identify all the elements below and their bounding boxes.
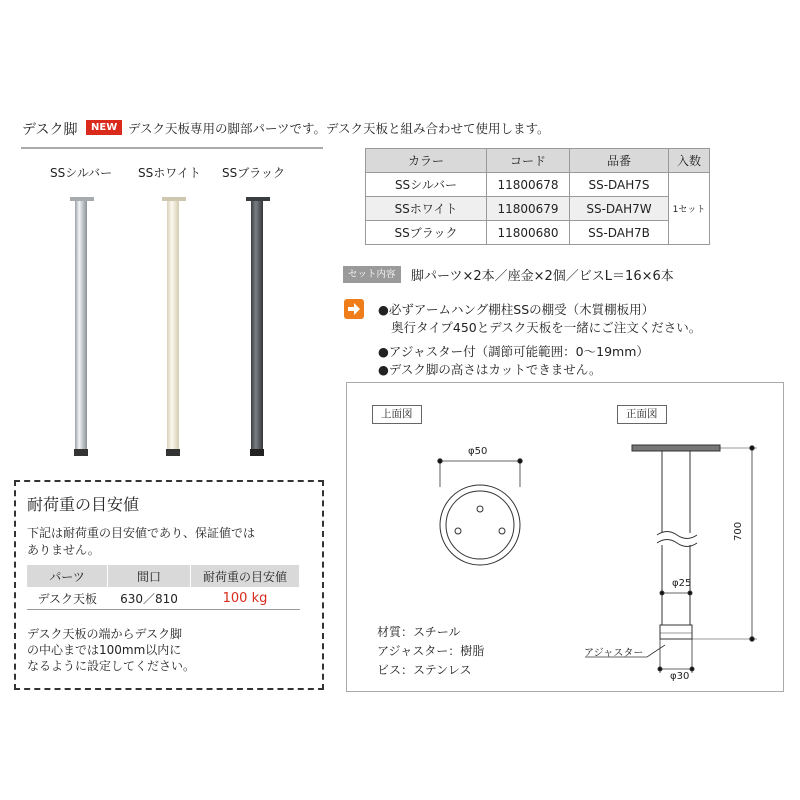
col-header-code: コード <box>487 149 570 173</box>
page-description: デスク天板専用の脚部パーツです。デスク天板と組み合わせて使用します。 <box>128 121 550 136</box>
cell-code: 11800680 <box>487 221 570 245</box>
top-view-label: 上面図 <box>372 405 422 424</box>
legs-illustration <box>21 149 323 467</box>
material-line-1: 材質：スチール <box>377 625 461 639</box>
col-header-part: パーツ <box>27 565 108 587</box>
load-capacity-foot-2: の中心までは100mm以内に <box>27 643 182 657</box>
spec-table <box>365 148 710 245</box>
cell-part: デスク天板 <box>27 587 108 610</box>
load-capacity-foot-1: デスク天板の端からデスク脚 <box>27 627 183 641</box>
cell-part: SS-DAH7B <box>570 221 669 245</box>
white-leg <box>162 197 186 456</box>
note-line-1: ●必ずアームハング棚柱SSの棚受（木質棚板用） <box>378 302 655 317</box>
table-row <box>366 173 710 197</box>
note-line-3: ●アジャスター付（調節可能範囲：0～19mm） <box>378 344 649 359</box>
load-capacity-desc-1: 下記は耐荷重の目安値であり、保証値では <box>27 526 256 540</box>
top-diameter-label: φ50 <box>468 446 488 457</box>
cell-part: SS-DAH7S <box>570 173 669 197</box>
front-view-label: 正面図 <box>617 405 667 424</box>
front-view-drawing <box>585 445 757 673</box>
table-row <box>366 221 710 245</box>
arrow-right-icon <box>344 299 364 319</box>
cell-color: SSシルバー <box>366 173 487 197</box>
leg-label-black: SSブラック <box>222 166 285 180</box>
cell-code: 11800678 <box>487 173 570 197</box>
silver-leg <box>70 197 94 456</box>
cell-color: SSホワイト <box>366 197 487 221</box>
set-contents-tag: セット内容 <box>343 266 401 283</box>
black-leg <box>246 197 270 456</box>
col-header-color: カラー <box>366 149 487 173</box>
load-capacity-title: 耐荷重の目安値 <box>27 495 140 514</box>
cell-code: 11800679 <box>487 197 570 221</box>
col-header-load: 耐荷重の目安値 <box>191 565 300 587</box>
leg-label-white: SSホワイト <box>138 166 201 180</box>
pipe-diameter-label: φ25 <box>672 578 692 589</box>
page-title: デスク脚 <box>22 122 78 138</box>
cell-color: SSブラック <box>366 221 487 245</box>
leg-label-silver: SSシルバー <box>50 166 113 180</box>
col-header-part: 品番 <box>570 149 669 173</box>
table-row <box>27 587 300 610</box>
load-capacity-table <box>27 565 300 610</box>
base-diameter-label: φ30 <box>670 671 690 682</box>
note-line-4: ●デスク脚の高さはカットできません。 <box>378 362 602 377</box>
material-line-2: アジャスター：樹脂 <box>377 644 485 658</box>
cell-load: 100 kg <box>191 587 300 610</box>
height-label: 700 <box>733 521 744 541</box>
note-line-2: 奥行タイプ450とデスク天板を一緒にご注文ください。 <box>391 320 702 335</box>
product-photo-panel <box>21 147 323 467</box>
new-badge: NEW <box>86 120 122 135</box>
material-line-3: ビス：ステンレス <box>377 663 472 677</box>
cell-qty: 1セット <box>669 173 710 245</box>
load-capacity-desc-2: ありません。 <box>27 543 100 557</box>
col-header-width: 間口 <box>108 565 191 587</box>
adjuster-label: アジャスター <box>584 648 644 659</box>
cell-width: 630／810 <box>108 587 191 610</box>
table-row <box>366 197 710 221</box>
load-capacity-foot-3: なるように設定してください。 <box>27 659 196 673</box>
col-header-qty: 入数 <box>669 149 710 173</box>
cell-part: SS-DAH7W <box>570 197 669 221</box>
set-contents-text: 脚パーツ×2本／座金×2個／ビスL＝16×6本 <box>411 269 674 284</box>
technical-diagram <box>346 382 784 692</box>
top-view-drawing <box>438 459 522 565</box>
